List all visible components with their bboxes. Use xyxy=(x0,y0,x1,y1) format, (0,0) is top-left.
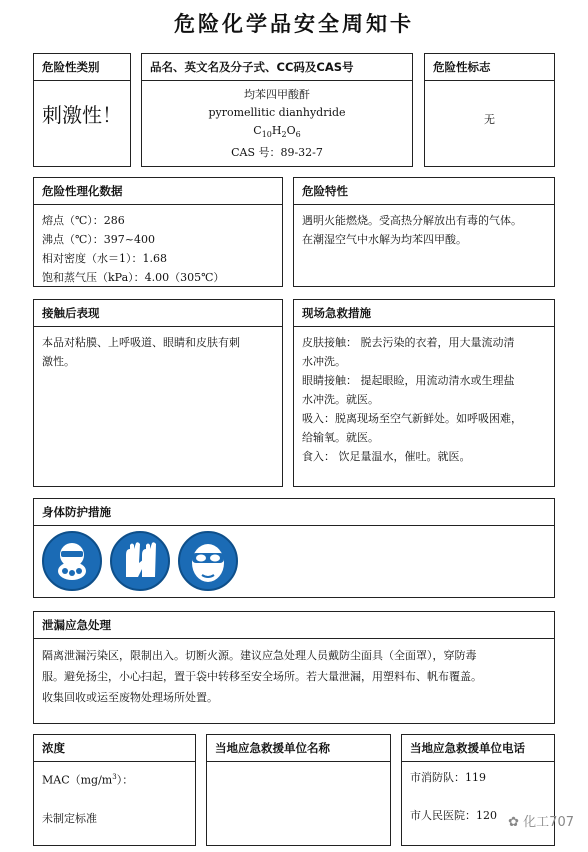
first-aid-line: 给输氧。就医。 xyxy=(302,431,379,444)
leak-line: 隔离泄漏污染区，限制出入。切断火源。建议应急处理人员戴防尘面具（全面罩），穿防毒 xyxy=(42,649,477,662)
boiling-point: 沸点（℃）：397~400 xyxy=(42,233,156,246)
molecular-formula: $C_{10}H_2O_6$ xyxy=(253,124,301,140)
protection-box xyxy=(33,498,555,598)
hazard-sign-header: 危险性标志 xyxy=(425,54,554,81)
first-aid-line: 吸入：脱离现场至空气新鲜处。如呼吸困难， xyxy=(302,412,522,425)
chemical-name-en: pyromellitic dianhydride xyxy=(208,106,346,119)
first-aid-line: 水冲洗。 xyxy=(302,355,346,368)
leak-line: 收集回收或运至废物处理场所处置。 xyxy=(42,691,218,704)
vapor-pressure: 饱和蒸气压（kPa）：4.00（305℃） xyxy=(42,271,225,284)
hazard-class-box xyxy=(33,53,131,167)
hazard-class-header: 危险性类别 xyxy=(34,54,130,81)
exposure-box xyxy=(33,299,283,487)
hazard-props-line: 在潮湿空气中水解为均苯四甲酸。 xyxy=(302,233,467,246)
mac-value: 未制定标准 xyxy=(42,811,97,825)
rescue-unit-header: 当地应急救援单位名称 xyxy=(207,735,390,762)
first-aid-line: 食入： 饮足量温水，催吐。就医。 xyxy=(302,450,471,463)
gloves-icon xyxy=(110,531,170,591)
goggles-icon xyxy=(178,531,238,591)
hazard-sign-value: 无 xyxy=(484,113,495,126)
wechat-icon: ✿ xyxy=(508,815,524,830)
leak-header: 泄漏应急处理 xyxy=(34,612,554,639)
leak-line: 服。避免扬尘，小心扫起，置于袋中转移至安全场所。若大量泄漏，用塑料布、帆布覆盖。 xyxy=(42,670,482,683)
hospital-phone: 市人民医院：120 xyxy=(410,809,497,822)
relative-density: 相对密度（水＝1）：1.68 xyxy=(42,252,167,265)
physchem-box xyxy=(33,177,283,287)
first-aid-line: 眼睛接触： 提起眼睑，用流动清水或生理盐 xyxy=(302,374,515,387)
melting-point: 熔点（℃）：286 xyxy=(42,214,125,227)
protection-header: 身体防护措施 xyxy=(34,499,554,526)
first-aid-line: 皮肤接触： 脱去污染的衣着，用大量流动清 xyxy=(302,336,515,349)
physchem-header: 危险性理化数据 xyxy=(34,178,282,205)
page-title: 危险化学品安全周知卡 xyxy=(174,12,414,36)
first-aid-box xyxy=(293,299,555,487)
exposure-line: 激性。 xyxy=(42,355,75,368)
hazard-props-box xyxy=(293,177,555,287)
first-aid-line: 水冲洗。就医。 xyxy=(302,393,379,406)
identity-header: 品名、英文名及分子式、CC码及CAS号 xyxy=(142,54,412,81)
exposure-line: 本品对粘膜、上呼吸道、眼睛和皮肤有刺 xyxy=(42,336,240,349)
fire-department-phone: 市消防队：119 xyxy=(410,771,486,784)
first-aid-header: 现场急救措施 xyxy=(294,300,554,327)
watermark xyxy=(508,811,574,830)
hazard-sign-box xyxy=(424,53,555,167)
hazard-props-header: 危险特性 xyxy=(294,178,554,205)
identity-box xyxy=(141,53,413,167)
mac-label: $MAC(mg/m^3)$： xyxy=(42,773,134,787)
concentration-box xyxy=(33,734,196,846)
leak-box xyxy=(33,611,555,724)
respirator-icon xyxy=(42,531,102,591)
hazard-class-value: 刺激性！ xyxy=(42,103,122,127)
rescue-phone-header: 当地应急救援单位电话 xyxy=(402,735,554,762)
watermark-text: 化工707 xyxy=(523,815,574,830)
cas-number: CAS 号：89-32-7 xyxy=(231,146,323,160)
chemical-name-cn: 均苯四甲酸酐 xyxy=(244,88,310,101)
exposure-header: 接触后表现 xyxy=(34,300,282,327)
concentration-header: 浓度 xyxy=(34,735,195,762)
hazard-props-line: 遇明火能燃烧。受高热分解放出有毒的气体。 xyxy=(302,214,522,227)
rescue-unit-box xyxy=(206,734,391,846)
